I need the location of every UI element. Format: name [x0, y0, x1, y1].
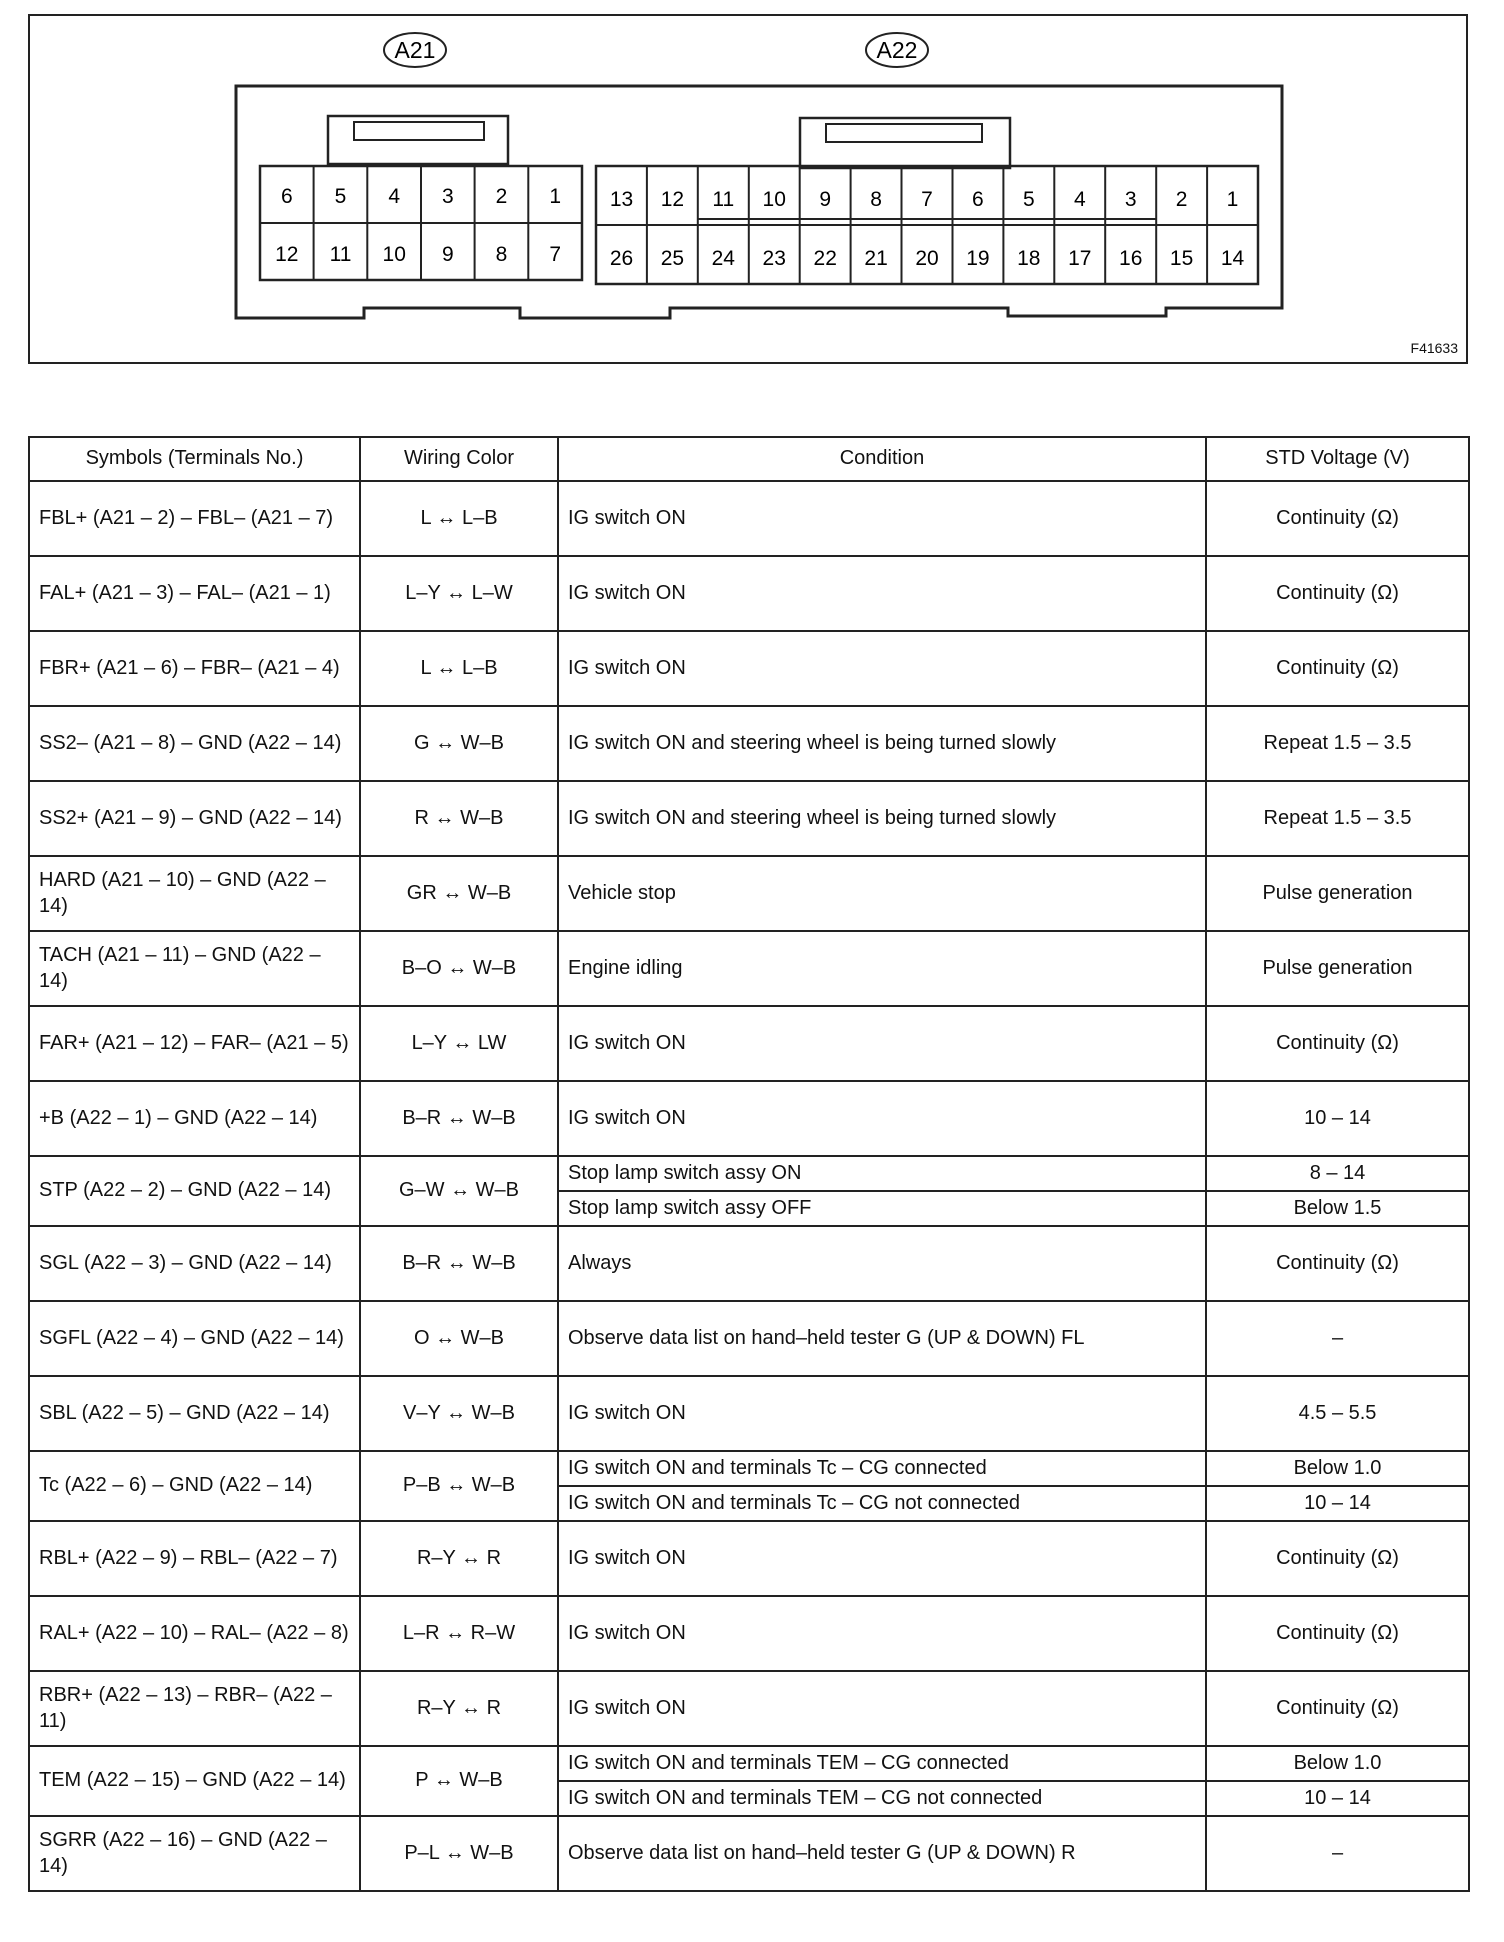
terminal-symbol: SBL (A22 – 5) – GND (A22 – 14): [29, 1376, 360, 1451]
table-row: [29, 931, 1469, 1006]
wiring-color: B–R ↔ W–B: [360, 1226, 558, 1301]
a22-pin-label: 22: [813, 247, 837, 270]
a22-pin-label: 8: [870, 188, 882, 211]
terminal-symbol: RAL+ (A22 – 10) – RAL– (A22 – 8): [29, 1596, 360, 1671]
condition: IG switch ON and terminals Tc – CG connected: [558, 1451, 1206, 1486]
a22-lock-slot: [826, 124, 982, 142]
std-voltage: –: [1206, 1816, 1469, 1891]
std-voltage: Continuity (Ω): [1206, 1006, 1469, 1081]
terminal-symbol: RBR+ (A22 – 13) – RBR– (A22 – 11): [29, 1671, 360, 1746]
condition: Always: [558, 1226, 1206, 1301]
condition: IG switch ON and terminals Tc – CG not connected: [558, 1486, 1206, 1521]
table-header-row: [29, 437, 1469, 481]
table-row: [29, 1156, 1469, 1191]
wiring-color: P ↔ W–B: [360, 1746, 558, 1816]
a21-pin-label: 6: [280, 185, 293, 208]
condition: Vehicle stop: [558, 856, 1206, 931]
terminal-symbol: SGFL (A22 – 4) – GND (A22 – 14): [29, 1301, 360, 1376]
std-voltage: –: [1206, 1301, 1469, 1376]
condition: IG switch ON: [558, 631, 1206, 706]
a22-pin-label: 4: [1073, 188, 1086, 211]
std-voltage: Continuity (Ω): [1206, 1521, 1469, 1596]
std-voltage: Continuity (Ω): [1206, 631, 1469, 706]
a22-pin-label: 16: [1119, 247, 1143, 270]
a21-pin-label: 3: [441, 185, 454, 208]
condition: IG switch ON and terminals TEM – CG connected: [558, 1746, 1206, 1781]
table-row: [29, 1521, 1469, 1596]
terminal-symbol: FBR+ (A21 – 6) – FBR– (A21 – 4): [29, 631, 360, 706]
a22-pin-label: 19: [966, 247, 990, 270]
header-std-voltage: STD Voltage (V): [1206, 437, 1469, 481]
table-row: [29, 1081, 1469, 1156]
a22-label: A22: [876, 37, 918, 63]
a22-pin-label: 17: [1068, 247, 1092, 270]
std-voltage: Continuity (Ω): [1206, 1596, 1469, 1671]
table-row: [29, 781, 1469, 856]
a22-pin-label: 11: [712, 188, 735, 211]
header-wiring-color: Wiring Color: [360, 437, 558, 481]
table-row: [29, 706, 1469, 781]
a22-pin-label: 14: [1220, 247, 1245, 270]
table-row: [29, 1596, 1469, 1671]
wiring-color: L–Y ↔ LW: [360, 1006, 558, 1081]
table-row: [29, 1671, 1469, 1746]
a22-pin-label: 12: [660, 188, 685, 211]
table-row: [29, 631, 1469, 706]
std-voltage: 4.5 – 5.5: [1206, 1376, 1469, 1451]
a21-label: A21: [394, 37, 436, 63]
wiring-color: B–R ↔ W–B: [360, 1081, 558, 1156]
condition: IG switch ON and steering wheel is being turned slowly: [558, 781, 1206, 856]
a21-pin-label: 8: [495, 243, 508, 266]
condition: IG switch ON: [558, 1596, 1206, 1671]
std-voltage: Below 1.5: [1206, 1191, 1469, 1226]
terminal-symbol: Tc (A22 – 6) – GND (A22 – 14): [29, 1451, 360, 1521]
a22-pin-label: 21: [864, 247, 888, 270]
wiring-color: L–Y ↔ L–W: [360, 556, 558, 631]
table-row: [29, 1376, 1469, 1451]
wiring-color: R–Y ↔ R: [360, 1521, 558, 1596]
connector-diagram: [28, 14, 1468, 364]
wiring-color: B–O ↔ W–B: [360, 931, 558, 1006]
wiring-color: GR ↔ W–B: [360, 856, 558, 931]
std-voltage: 10 – 14: [1206, 1486, 1469, 1521]
table-row: [29, 481, 1469, 556]
a21-pin-label: 11: [329, 243, 352, 266]
table-row: [29, 1301, 1469, 1376]
wiring-color: R–Y ↔ R: [360, 1671, 558, 1746]
a22-pin-label: 6: [972, 188, 984, 211]
a22-pin-label: 18: [1017, 247, 1041, 270]
terminal-symbol: SS2+ (A21 – 9) – GND (A22 – 14): [29, 781, 360, 856]
std-voltage: Continuity (Ω): [1206, 1226, 1469, 1301]
std-voltage: Continuity (Ω): [1206, 481, 1469, 556]
wiring-color: L–R ↔ R–W: [360, 1596, 558, 1671]
wiring-color: G–W ↔ W–B: [360, 1156, 558, 1226]
a22-pin-label: 15: [1169, 247, 1194, 270]
terminal-symbol: FAR+ (A21 – 12) – FAR– (A21 – 5): [29, 1006, 360, 1081]
a22-pin-label: 26: [609, 247, 634, 270]
header-condition: Condition: [558, 437, 1206, 481]
a21-pin-label: 9: [441, 243, 454, 266]
std-voltage: Below 1.0: [1206, 1746, 1469, 1781]
wiring-color: L ↔ L–B: [360, 481, 558, 556]
a22-pin-label: 7: [921, 188, 933, 211]
terminal-symbol: RBL+ (A22 – 9) – RBL– (A22 – 7): [29, 1521, 360, 1596]
condition: Engine idling: [558, 931, 1206, 1006]
terminal-symbol: HARD (A21 – 10) – GND (A22 – 14): [29, 856, 360, 931]
terminal-symbol: +B (A22 – 1) – GND (A22 – 14): [29, 1081, 360, 1156]
a21-pin-label: 7: [549, 243, 562, 266]
std-voltage: 10 – 14: [1206, 1781, 1469, 1816]
a21-pin-label: 4: [388, 185, 401, 208]
condition: IG switch ON and steering wheel is being turned slowly: [558, 706, 1206, 781]
table-row: [29, 556, 1469, 631]
condition: IG switch ON and terminals TEM – CG not connected: [558, 1781, 1206, 1816]
condition: IG switch ON: [558, 1376, 1206, 1451]
wiring-color: V–Y ↔ W–B: [360, 1376, 558, 1451]
terminal-symbol: SGL (A22 – 3) – GND (A22 – 14): [29, 1226, 360, 1301]
condition: IG switch ON: [558, 1521, 1206, 1596]
a22-pin-label: 23: [762, 247, 786, 270]
condition: Observe data list on hand–held tester G (UP & DOWN) FL: [558, 1301, 1206, 1376]
table-row: [29, 1816, 1469, 1891]
a22-pin-label: 2: [1175, 188, 1188, 211]
table-row: [29, 1006, 1469, 1081]
a21-pin-label: 1: [549, 185, 562, 208]
std-voltage: Repeat 1.5 – 3.5: [1206, 706, 1469, 781]
a22-pin-label: 13: [609, 188, 634, 211]
connector-drawing: [30, 16, 1470, 366]
condition: Stop lamp switch assy OFF: [558, 1191, 1206, 1226]
condition: IG switch ON: [558, 1081, 1206, 1156]
terminal-spec-table: [28, 436, 1470, 1892]
condition: IG switch ON: [558, 1671, 1206, 1746]
table-row: [29, 1451, 1469, 1486]
std-voltage: Continuity (Ω): [1206, 556, 1469, 631]
a22-pin-label: 25: [660, 247, 685, 270]
condition: IG switch ON: [558, 1006, 1206, 1081]
wiring-color: O ↔ W–B: [360, 1301, 558, 1376]
wiring-color: G ↔ W–B: [360, 706, 558, 781]
terminal-symbol: TEM (A22 – 15) – GND (A22 – 14): [29, 1746, 360, 1816]
table-row: [29, 856, 1469, 931]
terminal-symbol: SGRR (A22 – 16) – GND (A22 – 14): [29, 1816, 360, 1891]
a21-pin-label: 12: [275, 243, 299, 266]
condition: IG switch ON: [558, 481, 1206, 556]
terminal-symbol: FBL+ (A21 – 2) – FBL– (A21 – 7): [29, 481, 360, 556]
std-voltage: Repeat 1.5 – 3.5: [1206, 781, 1469, 856]
condition: Stop lamp switch assy ON: [558, 1156, 1206, 1191]
a21-pin-label: 2: [495, 185, 508, 208]
a22-pin-label: 24: [711, 247, 735, 270]
condition: Observe data list on hand–held tester G (UP & DOWN) R: [558, 1816, 1206, 1891]
a22-pin-label: 10: [762, 188, 786, 211]
table-row: [29, 1226, 1469, 1301]
wiring-color: R ↔ W–B: [360, 781, 558, 856]
std-voltage: Continuity (Ω): [1206, 1671, 1469, 1746]
a22-pin-label: 20: [915, 247, 939, 270]
std-voltage: 10 – 14: [1206, 1081, 1469, 1156]
a22-pin-label: 9: [819, 188, 832, 211]
terminal-symbol: SS2– (A21 – 8) – GND (A22 – 14): [29, 706, 360, 781]
a21-pin-label: 10: [382, 243, 406, 266]
a22-pin-label: 3: [1124, 188, 1137, 211]
std-voltage: Pulse generation: [1206, 931, 1469, 1006]
wiring-color: P–B ↔ W–B: [360, 1451, 558, 1521]
figure-id: F41633: [1410, 340, 1458, 356]
a21-pin-label: 5: [334, 185, 347, 208]
condition: IG switch ON: [558, 556, 1206, 631]
terminal-symbol: TACH (A21 – 11) – GND (A22 – 14): [29, 931, 360, 1006]
std-voltage: Pulse generation: [1206, 856, 1469, 931]
std-voltage: 8 – 14: [1206, 1156, 1469, 1191]
std-voltage: Below 1.0: [1206, 1451, 1469, 1486]
terminal-symbol: FAL+ (A21 – 3) – FAL– (A21 – 1): [29, 556, 360, 631]
wiring-color: L ↔ L–B: [360, 631, 558, 706]
a21-lock-slot: [354, 122, 484, 140]
terminal-symbol: STP (A22 – 2) – GND (A22 – 14): [29, 1156, 360, 1226]
table-row: [29, 1746, 1469, 1781]
a22-pin-label: 1: [1226, 188, 1239, 211]
a22-pin-label: 5: [1022, 188, 1035, 211]
wiring-color: P–L ↔ W–B: [360, 1816, 558, 1891]
header-symbols: Symbols (Terminals No.): [29, 437, 360, 481]
